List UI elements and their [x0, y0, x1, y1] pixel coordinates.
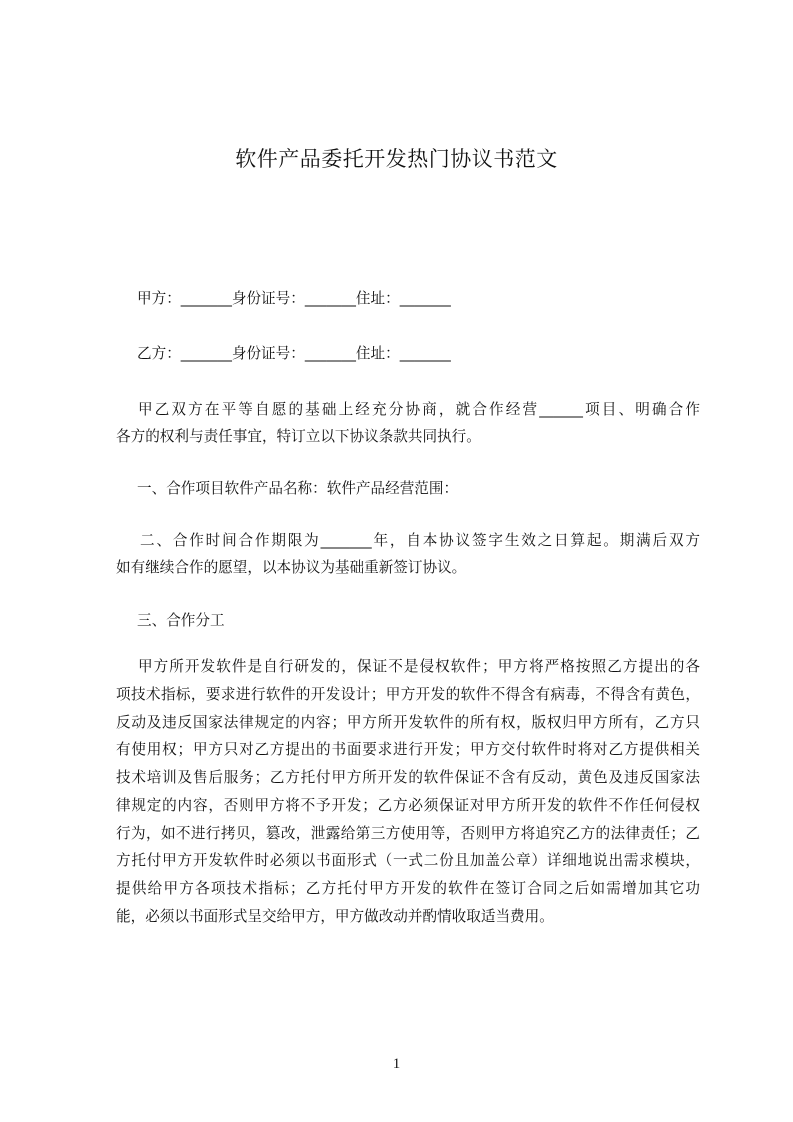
section-2-line: 二、合作时间合作期限为_______年，自本协议签字生效之日算起。期满后双方: [140, 532, 700, 549]
document-title: 软件产品委托开发热门协议书范文: [235, 147, 558, 171]
section-3-line: 技术培训及售后服务；乙方托付甲方所开发的软件保证不含有反动，黄色及违反国家法: [116, 769, 700, 786]
section-3-line: 方托付甲方开发软件时必须以书面形式（一式二份且加盖公章）详细地说出需求模块，: [116, 852, 700, 869]
intro-line: 各方的权利与责任事宜，特订立以下协议条款共同执行。: [116, 428, 481, 445]
section-3-heading: 三、合作分工: [137, 612, 225, 629]
section-3-line: 反动及违反国家法律规定的内容；甲方所开发软件的所有权，版权归甲方所有，乙方只: [116, 714, 700, 731]
party-b-line: 乙方：_______身份证号：_______住址：_______: [137, 345, 451, 362]
section-3-line: 项技术指标，要求进行软件的开发设计；甲方开发的软件不得含有病毒，不得含有黄色，: [116, 686, 700, 703]
intro-line: 甲乙双方在平等自愿的基础上经充分协商，就合作经营______项目、明确合作: [138, 401, 700, 418]
section-1-heading: 一、合作项目软件产品名称：软件产品经营范围：: [137, 480, 459, 497]
section-2-line: 如有继续合作的愿望，以本协议为基础重新签订协议。: [116, 559, 467, 576]
section-3-line: 律规定的内容，否则甲方将不予开发；乙方必须保证对甲方所开发的软件不作任何侵权: [116, 797, 700, 814]
party-a-line: 甲方：_______身份证号：_______住址：_______: [137, 290, 451, 307]
section-3-line: 行为，如不进行拷贝，篡改，泄露给第三方使用等，否则甲方将追究乙方的法律责任；乙: [116, 825, 700, 842]
section-3-line: 甲方所开发软件是自行研发的，保证不是侵权软件；甲方将严格按照乙方提出的各: [138, 658, 700, 675]
section-3-line: 能，必须以书面形式呈交给甲方，甲方做改动并酌情收取适当费用。: [116, 908, 554, 925]
section-3-line: 有使用权；甲方只对乙方提出的书面要求进行开发；甲方交付软件时将对乙方提供相关: [116, 741, 700, 758]
page-number: 1: [392, 1056, 401, 1072]
section-3-line: 提供给甲方各项技术指标；乙方托付甲方开发的软件在签订合同之后如需增加其它功: [116, 880, 700, 897]
